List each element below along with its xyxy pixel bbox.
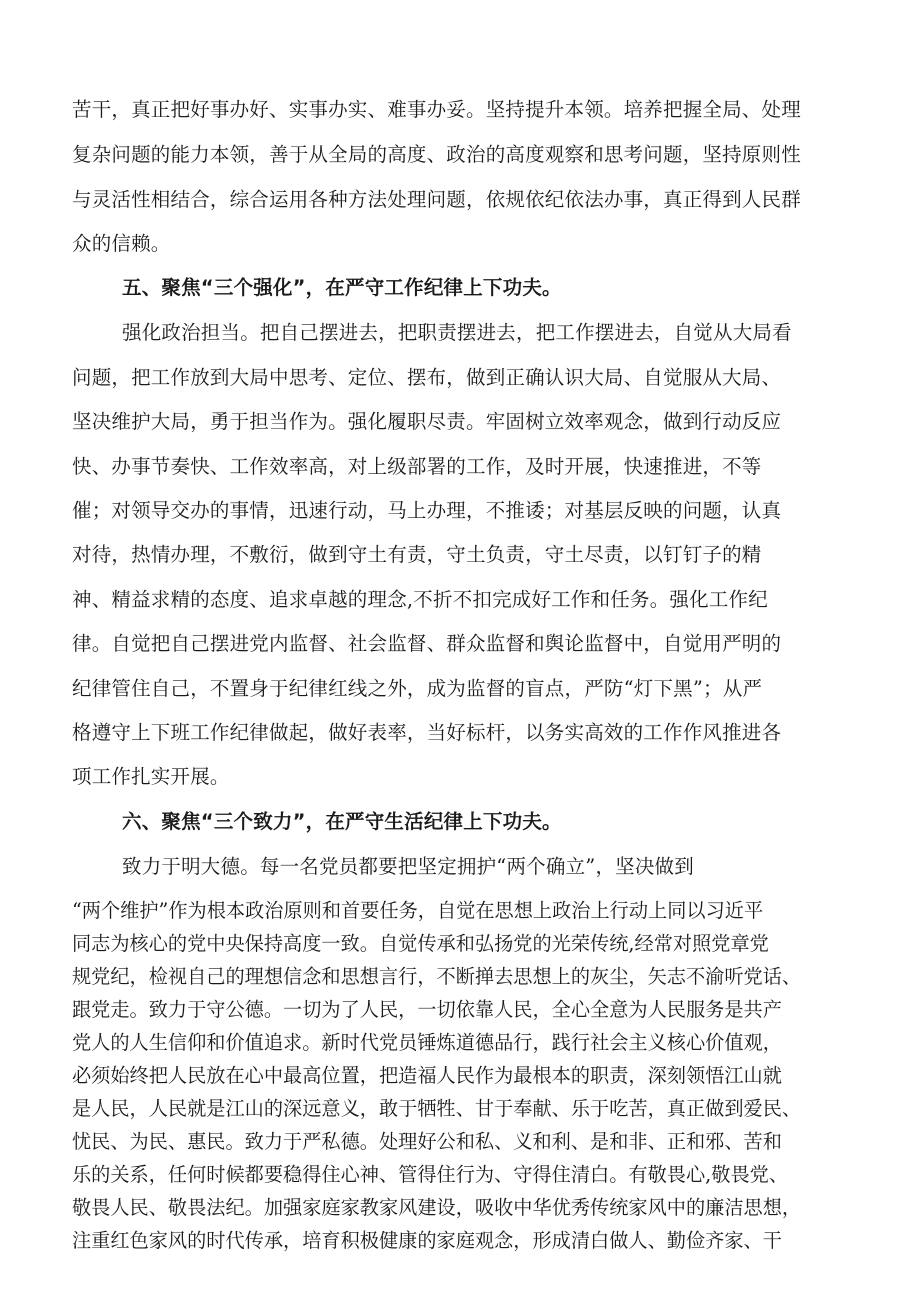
text-line: “两个维护”作为根本政治原则和首要任务，自觉在思想上政治上行动上同以习近平 xyxy=(72,899,764,922)
text-line: 跟党走。致力于守公德。一切为了人民，一切依靠人民，全心全意为人民服务是共产 xyxy=(72,998,782,1021)
text-line: 项工作扎实开展。 xyxy=(72,765,230,788)
text-line: 神、精益求精的态度、追求卓越的理念,不折不扣完成好工作和任务。强化工作纪 xyxy=(72,588,768,611)
text-line: 快、办事节奏快、工作效率高，对上级部署的工作，及时开展，快速推进，不等 xyxy=(72,455,762,478)
text-line: 忧民、为民、惠民。致力于严私德。处理好公和私、义和利、是和非、正和邪、苦和 xyxy=(72,1130,782,1153)
text-line: 党人的人生信仰和价值追求。新时代党员锤炼道德品行，践行社会主义核心价值观， xyxy=(72,1031,782,1054)
text-line: 规党纪，检视自己的理想信念和思想言行，不断掸去思想上的灰尘，矢志不渝听党话、 xyxy=(72,965,802,988)
text-line: 注重红色家风的时代传承，培育积极健康的家庭观念，形成清白做人、勤俭齐家、干 xyxy=(72,1229,782,1252)
text-line: 强化政治担当。把自己摆进去，把职责摆进去，把工作摆进去，自觉从大局看 xyxy=(122,321,792,344)
text-line: 众的信赖。 xyxy=(72,232,171,255)
text-line: 乐的关系，任何时候都要稳得住心神、管得住行为、守得住清白。有敬畏心,敬畏党、 xyxy=(72,1163,789,1186)
section-heading-five: 五、聚焦“三个强化”，在严守工作纪律上下功夫。 xyxy=(122,276,562,299)
section-heading-six: 六、聚焦“三个致力”，在严守生活纪律上下功夫。 xyxy=(122,810,562,833)
text-line: 是人民，人民就是江山的深远意义，敢于牺牲、甘于奉献、乐于吃苦，真正做到爱民、 xyxy=(72,1097,802,1120)
text-line: 复杂问题的能力本领，善于从全局的高度、政治的高度观察和思考问题，坚持原则性 xyxy=(72,143,801,166)
text-line: 致力于明大德。每一名党员都要把坚定拥护“两个确立”，坚决做到 xyxy=(122,855,694,878)
text-line: 坚决维护大局，勇于担当作为。强化履职尽责。牢固树立效率观念，做到行动反应 xyxy=(72,410,782,433)
text-line: 格遵守上下班工作纪律做起，做好表率，当好标杆，以务实高效的工作作风推进各 xyxy=(72,721,782,744)
text-line: 敬畏人民、敬畏法纪。加强家庭家教家风建设，吸收中华优秀传统家风中的廉洁思想， xyxy=(72,1196,802,1219)
text-line: 必须始终把人民放在心中最高位置，把造福人民作为最根本的职责，深刻领悟江山就 xyxy=(72,1064,782,1087)
text-line: 对待，热情办理，不敷衍，做到守土有责，守土负责，守土尽责，以钉钉子的精 xyxy=(72,543,762,566)
text-line: 同志为核心的党中央保持高度一致。自觉传承和弘扬党的光荣传统,经常对照党章党 xyxy=(72,932,769,955)
text-line: 纪律管住自己，不置身于纪律红线之外，成为监督的盲点，严防“灯下黑”；从严 xyxy=(72,677,763,700)
text-line: 苦干，真正把好事办好、实事办实、难事办妥。坚持提升本领。培养把握全局、处理 xyxy=(72,98,801,121)
text-line: 律。自觉把自己摆进党内监督、社会监督、群众监督和舆论监督中，自觉用严明的 xyxy=(72,632,782,655)
text-line: 问题，把工作放到大局中思考、定位、摆布，做到正确认识大局、自觉服从大局、 xyxy=(72,366,782,389)
text-line: 与灵活性相结合，综合运用各种方法处理问题，依规依纪依法办事，真正得到人民群 xyxy=(72,188,801,211)
text-line: 催；对领导交办的事情，迅速行动，马上办理，不推诿；对基层反映的问题，认真 xyxy=(72,499,782,522)
